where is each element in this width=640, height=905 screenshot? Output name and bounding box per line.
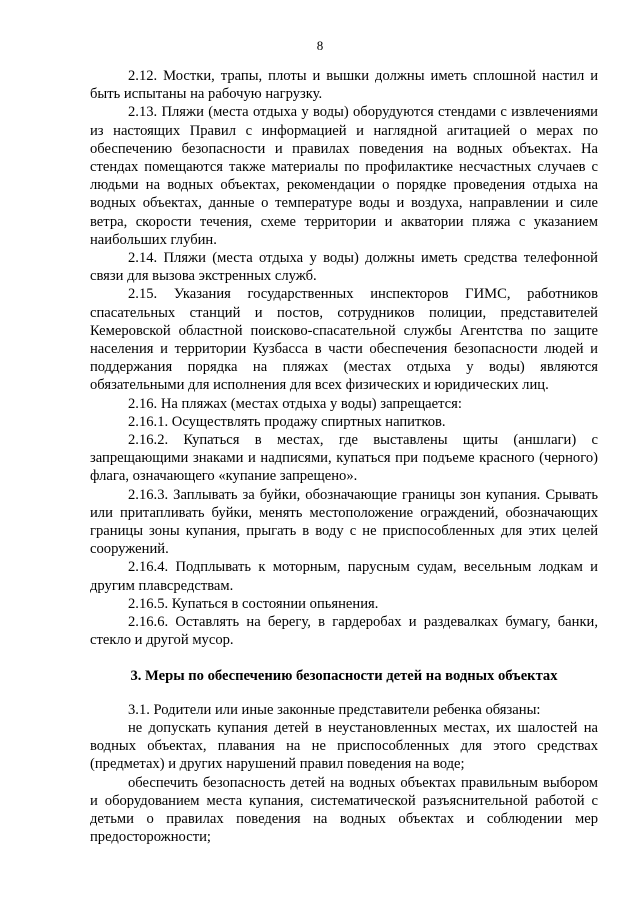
paragraph-3-1-item-1: не допускать купания детей в неустановленных местах, их шалостей на водных объектах, плавания на не приспособленных для этого средствах (предметах) и других нарушений правил поведения на воде;: [90, 719, 598, 773]
paragraph-2-16: 2.16. На пляжах (местах отдыха у воды) запрещается:: [128, 395, 462, 412]
paragraph-3-1-item-2: обеспечить безопасность детей на водных объектах правильным выбором и оборудованием места купания, систематической разъяснительной работой с детьми о правилах поведения на водных объектах и соблюдении мер предосторожности;: [90, 774, 598, 846]
paragraph-2-14: 2.14. Пляжи (места отдыха у воды) должны иметь средства телефонной связи для вызова экстренных служб.: [90, 250, 598, 285]
document-body: [90, 67, 598, 846]
paragraph-2-13: 2.13. Пляжи (места отдыха у воды) оборудуются стендами с извлечениями из настоящих Правил с информацией и наглядной агитацией о мерах по обеспечению безопасности и правилах поведения на водных объектах. На стендах помещаются также материалы по профилактике несчастных случаев с людьми на водных объектах, рекомендации о порядке проведения отдыха на водных объектах, данные о температуре воды и воздуха, направлении и силе ветра, скорости течения, схеме территории и акватории пляжа с указанием наибольших глубин.: [90, 104, 598, 248]
section-heading: 3. Меры по обеспечению безопасности детей на водных объектах: [130, 667, 558, 684]
paragraph-2-16-3: 2.16.3. Заплывать за буйки, обозначающие границы зон купания. Срывать или притапливать буйки, менять местоположение ограждений, обозначающих границы зоны купания, прыгать в воду с не приспособленных для этих целей сооружений.: [90, 486, 598, 558]
page-number: 8: [316, 38, 324, 53]
paragraph-2-16-1: 2.16.1. Осуществлять продажу спиртных напитков.: [128, 413, 446, 430]
paragraph-2-16-5: 2.16.5. Купаться в состоянии опьянения.: [128, 595, 379, 612]
paragraph-2-16-4: 2.16.4. Подплывать к моторным, парусным судам, весельным лодкам и другим плавсредствам.: [90, 559, 598, 594]
paragraph-3-1: 3.1. Родители или иные законные представители ребенка обязаны:: [128, 701, 541, 718]
paragraph-2-12: 2.12. Мостки, трапы, плоты и вышки должны иметь сплошной настил и быть испытаны на рабочую нагрузку.: [90, 68, 598, 103]
paragraph-2-16-6: 2.16.6. Оставлять на берегу, в гардеробах и раздевалках бумагу, банки, стекло и другой мусор.: [90, 614, 598, 649]
paragraph-2-15: 2.15. Указания государственных инспекторов ГИМС, работников спасательных станций и постов, сотрудников полиции, представителей Кемеровской областной поисково-спасательной службы Агентства по защите населения и территории Кузбасса в части обеспечения безопасности людей и поддержания порядка на пляжах (местах отдыха у воды) являются обязательными для исполнения для всех физических и юридических лиц.: [90, 286, 598, 394]
paragraph-2-16-2: 2.16.2. Купаться в местах, где выставлены щиты (аншлаги) с запрещающими знаками и надписями, купаться при подъеме красного (черного) флага, означающего «купание запрещено».: [90, 432, 598, 485]
